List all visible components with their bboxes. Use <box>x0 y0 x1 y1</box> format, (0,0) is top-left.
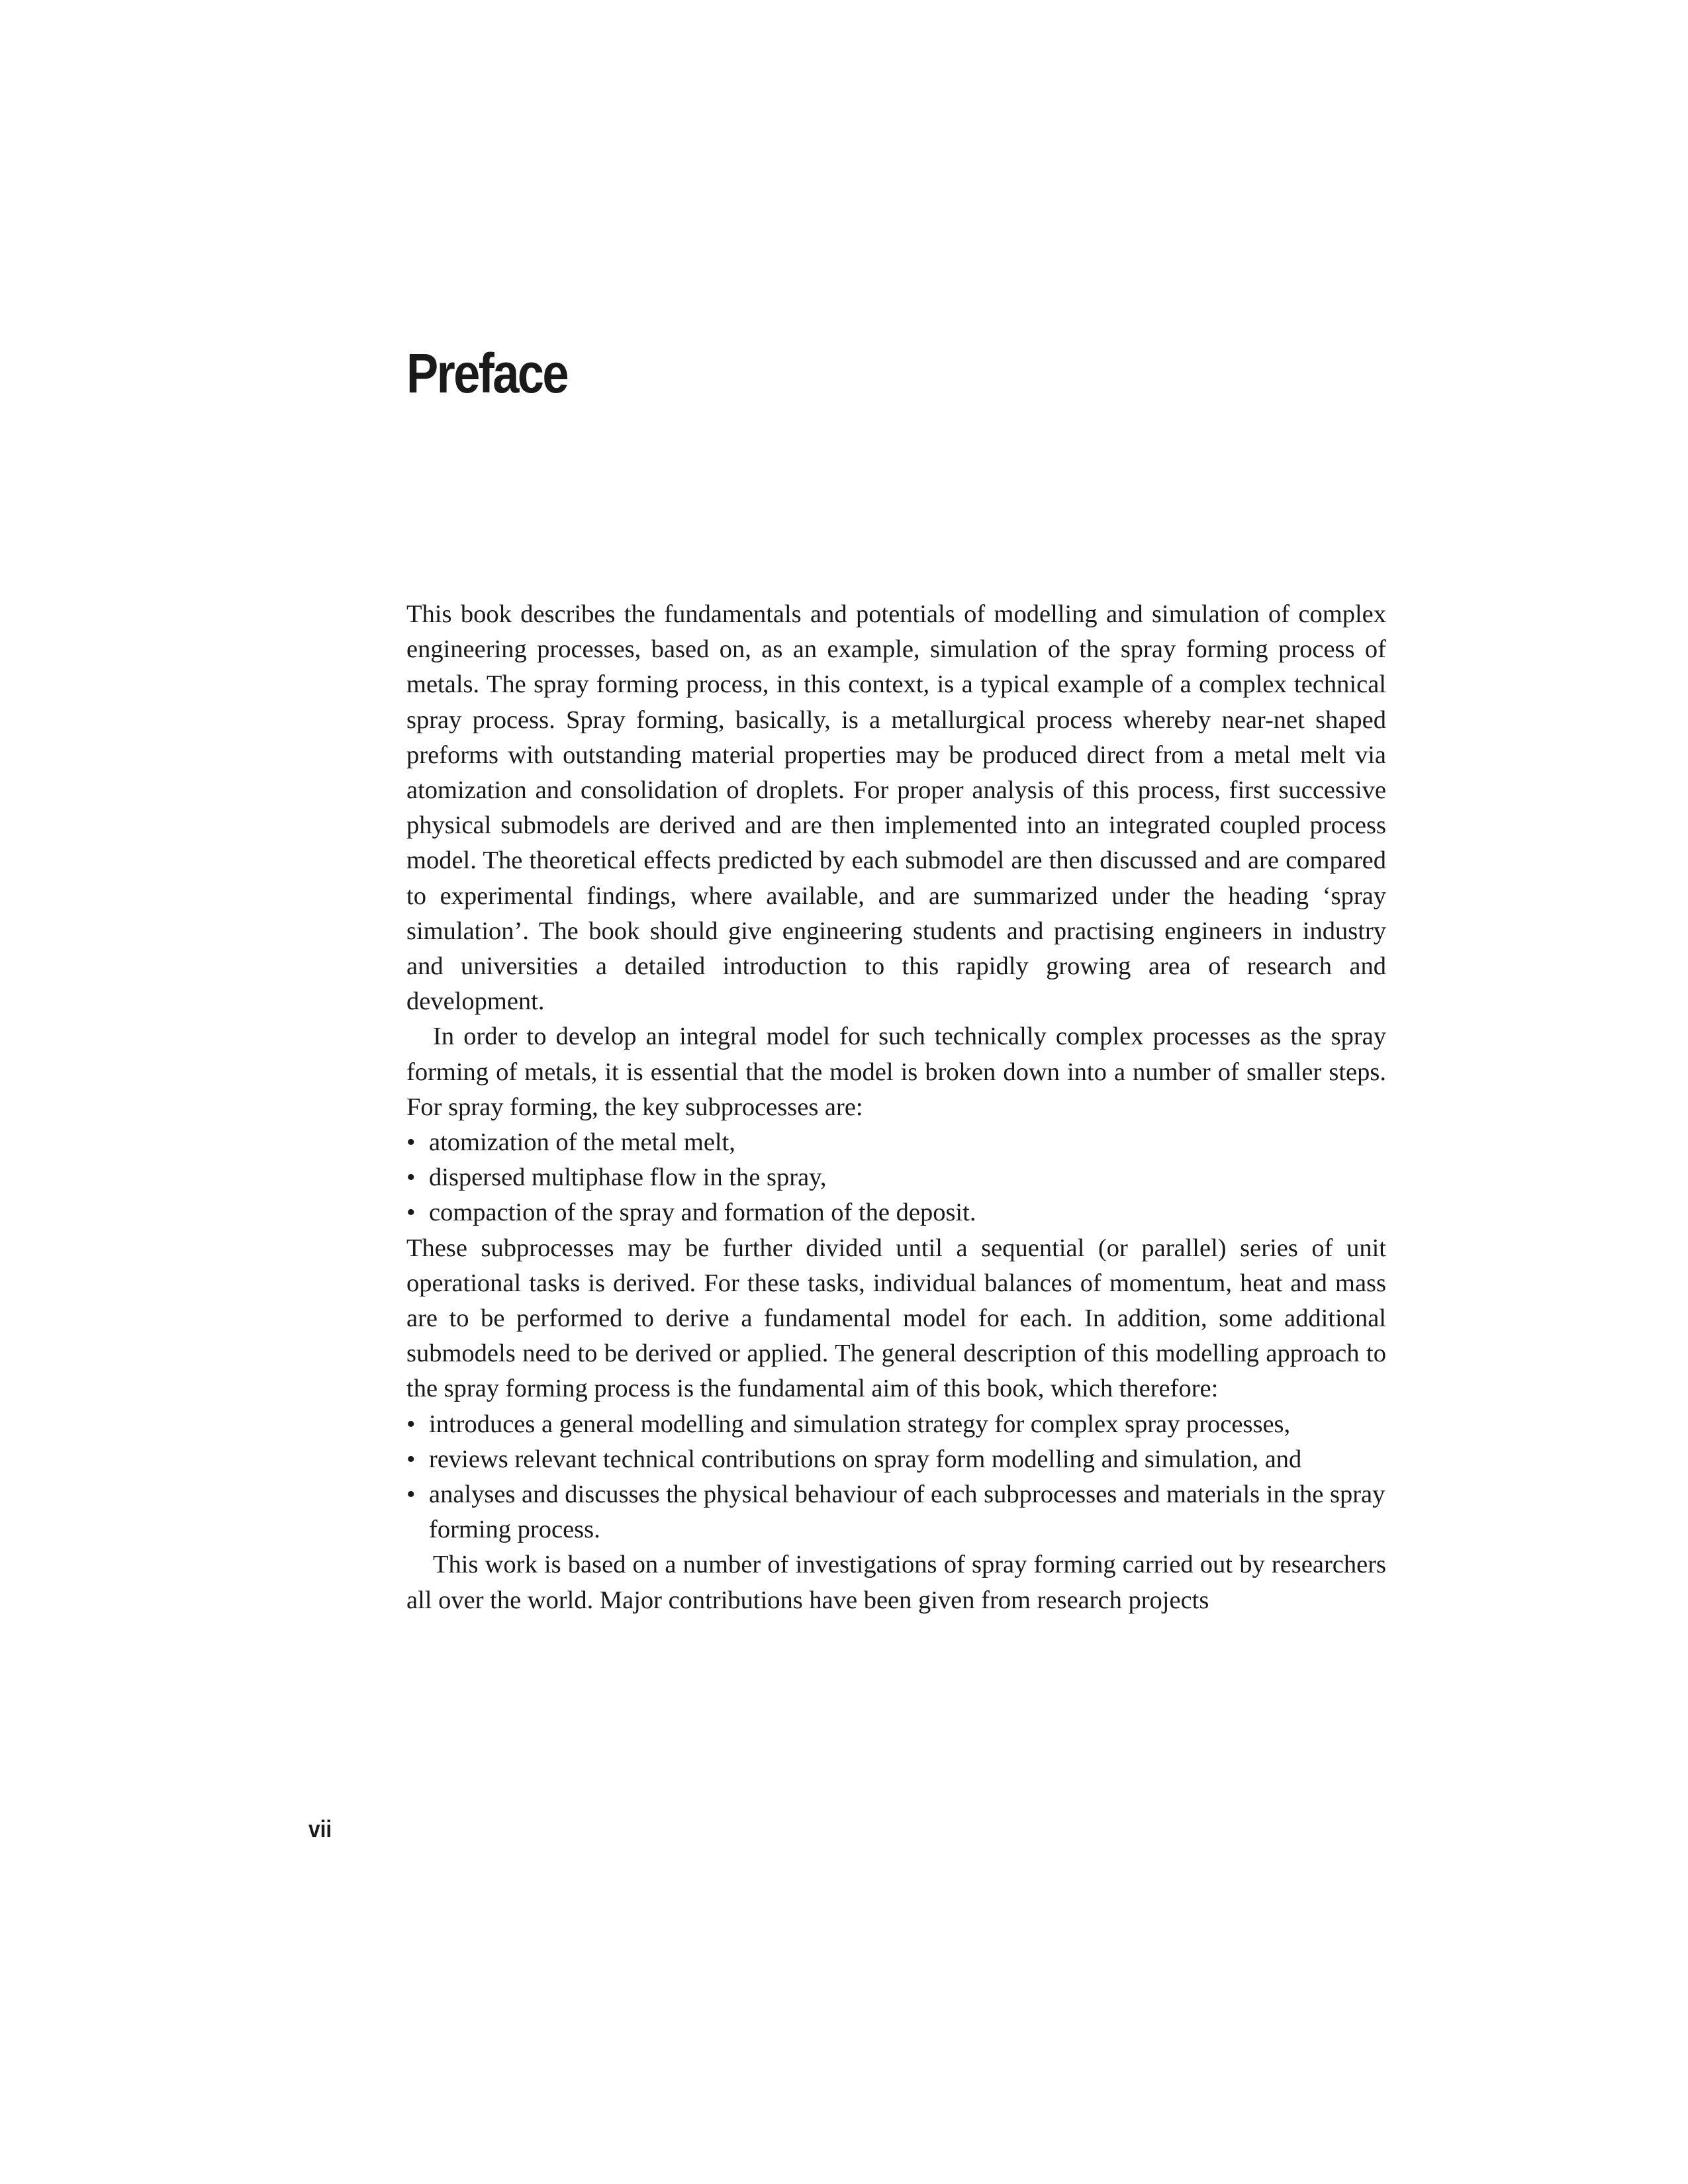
subprocess-list <box>406 1125 1386 1231</box>
list-item <box>406 1160 1386 1195</box>
bullet-icon: • <box>406 1163 416 1192</box>
paragraph-2: In order to develop an integral model for such technically complex processes as the spray forming of metals, it is essential that the model is broken down into a number of smaller steps. For spray forming, the key subprocesses are: <box>406 1023 1386 1121</box>
list-item <box>406 1195 1386 1230</box>
paragraph-3: These subprocesses may be further divided until a sequential (or parallel) series of unit operational tasks is derived. For these tasks, individual balances of momentum, heat and mass are to be performed to derive a fundamental model for each. In addition, some additional submodels need to be derived or applied. The general description of this modelling approach to the spray forming process is the fundamental aim of this book, which therefore: <box>406 1234 1386 1403</box>
list-item-text: reviews relevant technical contributions on spray form modelling and simulation, and <box>429 1445 1302 1473</box>
list-item <box>406 1442 1386 1477</box>
bullet-icon: • <box>406 1199 416 1227</box>
bullet-icon: • <box>406 1480 416 1509</box>
paragraph-1: This book describes the fundamentals and potentials of modelling and simulation of complex engineering processes, based on, as an example, simulation of the spray forming process of metals. The spray forming process, in this context, is a typical example of a complex technical spray process. Spray forming, basically, is a metallurgical process whereby near-net shaped preforms with outstanding material properties may be produced direct from a metal melt via atomization and consolidation of droplets. For proper analysis of this process, first successive physical submodels are derived and are then implemented into an integrated coupled process model. The theoretical effects predicted by each submodel are then discussed and are compared to experimental findings, where available, and are summarized under the heading ‘spray simulation’. The book should give engineering students and practising engineers in industry and universities a detailed introduction to this rapidly growing area of research and development. <box>406 600 1386 1016</box>
bullet-icon: • <box>406 1410 416 1438</box>
preface-body <box>406 597 1386 1618</box>
list-item-text: dispersed multiphase flow in the spray, <box>429 1163 827 1192</box>
list-item-text: compaction of the spray and formation of the deposit. <box>429 1199 976 1227</box>
bullet-icon: • <box>406 1128 416 1157</box>
page-title: Preface <box>406 342 568 404</box>
list-item <box>406 1477 1386 1547</box>
paragraph-4: This work is based on a number of investigations of spray forming carried out by researchers all over the world. Major contributions have been given from research projects <box>406 1551 1386 1614</box>
list-item <box>406 1407 1386 1442</box>
book-aims-list <box>406 1407 1386 1548</box>
page-number: vii <box>308 1815 332 1843</box>
list-item-text: introduces a general modelling and simulation strategy for complex spray processes, <box>429 1410 1291 1438</box>
list-item <box>406 1125 1386 1160</box>
bullet-icon: • <box>406 1445 416 1473</box>
list-item-text: atomization of the metal melt, <box>429 1128 735 1157</box>
list-item-text: analyses and discusses the physical behaviour of each subprocesses and materials in the spray forming process. <box>429 1480 1385 1544</box>
